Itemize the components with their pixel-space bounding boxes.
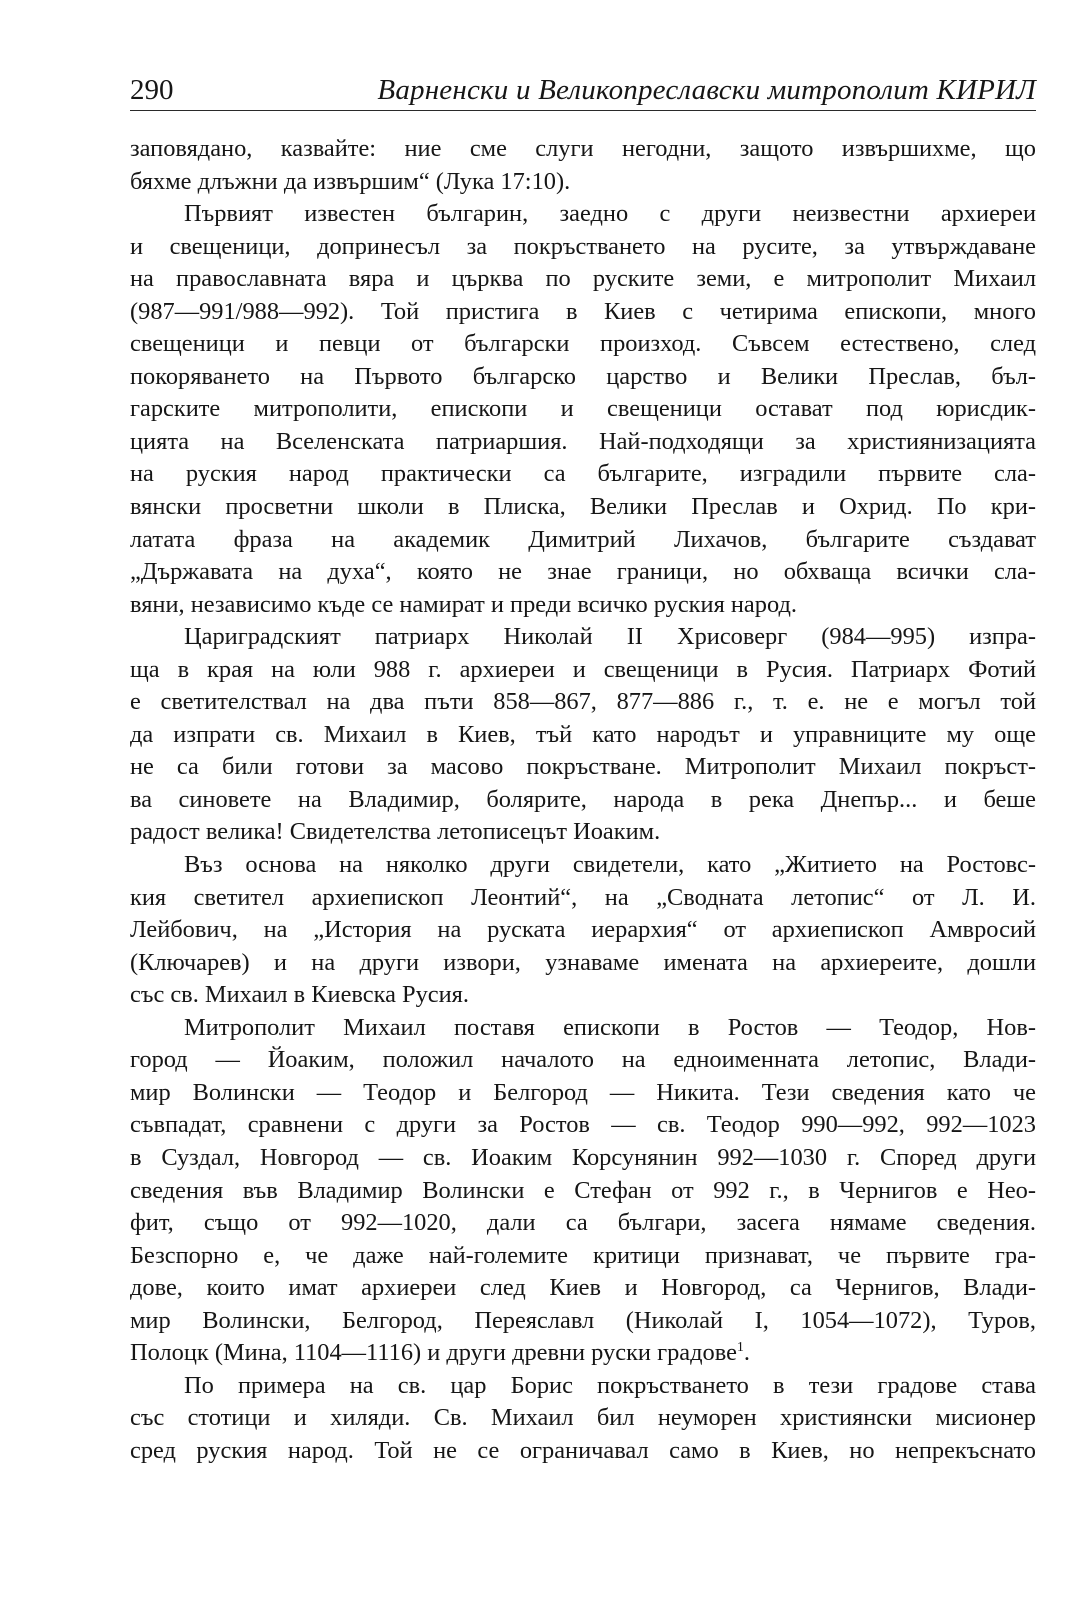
line-text: на руския народ практически са българите, изградили първите сла-	[130, 460, 1036, 488]
line-text: вяни, независимо къде се намират и преди всичко руския народ.	[130, 590, 797, 618]
text-line	[130, 849, 1036, 882]
text-line	[130, 296, 1036, 329]
text-line	[130, 914, 1036, 947]
text-line	[130, 589, 1036, 622]
line-text: сведения във Владимир Волински е Стефан от 992 г., в Чернигов е Нео-	[130, 1176, 1036, 1204]
line-text: дове, които имат архиереи след Киев и Новгород, са Чернигов, Влади-	[130, 1274, 1036, 1302]
line-text: със стотици и хиляди. Св. Михаил бил неуморен християнски мисионер	[130, 1404, 1036, 1432]
line-text: бяхме длъжни да извършим“ (Лука 17:10).	[130, 167, 571, 195]
text-line	[130, 556, 1036, 589]
line-text: покоряването на Първото българско царство и Велики Преслав, бъл-	[130, 362, 1036, 390]
text-line	[130, 393, 1036, 426]
text-line	[130, 816, 1036, 849]
line-text: Митрополит Михаил поставя епископи в Ростов — Теодор, Нов-	[184, 1013, 1036, 1041]
text-line	[130, 1012, 1036, 1045]
line-text: город — Йоаким, положил началото на едноименната летопис, Влади-	[130, 1046, 1036, 1074]
text-line	[130, 1142, 1036, 1175]
line-text: радост велика! Свидетелства летописецът Иоаким.	[130, 818, 661, 846]
line-text: „Държавата на духа“, която не знае граници, но обхваща всички сла-	[130, 558, 1036, 586]
line-text: Безспорно е, че даже най-големите критици признават, че първите гра-	[130, 1241, 1036, 1269]
text-line	[130, 491, 1036, 524]
line-text: не са били готови за масово покръстване. Митрополит Михаил покръст-	[130, 753, 1036, 781]
text-line	[130, 1370, 1036, 1403]
text-line	[130, 751, 1036, 784]
text-line	[130, 1402, 1036, 1435]
line-text: По примера на св. цар Борис покръстването в тези градове става	[184, 1371, 1036, 1399]
line-text: да изпрати св. Михаил в Киев, тъй като народът и управниците му още	[130, 720, 1036, 748]
line-text: гарските митрополити, епископи и свещеници остават под юрисдик-	[130, 395, 1036, 423]
line-text: цията на Вселенската патриаршия. Най-подходящи за християнизацията	[130, 427, 1036, 455]
line-text: в Суздал, Новгород — св. Иоаким Корсунянин 992—1030 г. Според други	[130, 1143, 1036, 1171]
line-text: латата фраза на академик Димитрий Лихачов, българите създават	[130, 525, 1036, 553]
text-line	[130, 1109, 1036, 1142]
line-text: заповядано, казвайте: ние сме слуги негодни, защото извършихме, що	[130, 135, 1036, 162]
text-line	[130, 328, 1036, 361]
line-text: фит, също от 992—1020, дали са българи, засега нямаме сведения.	[130, 1209, 1036, 1237]
line-text: е светителствал на два пъти 858—867, 877—886 г., т. е. не е могъл той	[130, 688, 1036, 716]
text-line	[130, 361, 1036, 394]
text-line	[130, 1207, 1036, 1240]
text-line	[130, 166, 1036, 199]
text-line	[130, 979, 1036, 1012]
line-text: и свещеници, допринесъл за покръстването на русите, за утвърждаване	[130, 232, 1036, 260]
text-line	[130, 719, 1036, 752]
text-line	[130, 231, 1036, 264]
line-text: Лейбович, на „История на руската иерархия“ от архиепископ Амвросий	[130, 916, 1036, 944]
text-line	[130, 263, 1036, 296]
body-text	[130, 133, 1036, 1467]
text-line	[130, 686, 1036, 719]
text-line	[130, 1305, 1036, 1338]
line-text: ва синовете на Владимир, болярите, народа в река Днепър... и беше	[130, 785, 1036, 813]
line-text: вянски просветни школи в Плиска, Велики Преслав и Охрид. По кри-	[130, 493, 1036, 521]
line-text: мир Волински — Теодор и Белгород — Никита. Тези сведения като че	[130, 1078, 1036, 1106]
text-line	[130, 1044, 1036, 1077]
line-text: кия светител архиепископ Леонтий“, на „Сводната летопис“ от Л. И.	[130, 883, 1036, 911]
line-text: (987—991/988—992). Той пристига в Киев с четирима епископи, много	[130, 297, 1036, 325]
line-text: сред руския народ. Той не се ограничавал само в Киев, но непрекъснато	[130, 1436, 1036, 1464]
line-text: съвпадат, сравнени с други за Ростов — св. Теодор 990—992, 992—1023	[130, 1111, 1036, 1139]
text-line	[130, 198, 1036, 231]
line-text: със св. Михаил в Киевска Русия.	[130, 981, 469, 1009]
text-line	[130, 1077, 1036, 1110]
footnote-marker: 1	[736, 1340, 744, 1356]
text-line	[130, 621, 1036, 654]
text-line	[130, 1240, 1036, 1273]
text-line	[130, 947, 1036, 980]
line-text: мир Волински, Белгород, Переяславл (Николай I, 1054—1072), Туров,	[130, 1306, 1036, 1334]
text-line	[130, 458, 1036, 491]
line-text: (Ключарев) и на други извори, узнаваме имената на архиереите, дошли	[130, 948, 1036, 976]
line-text: свещеници и певци от български произход. Съвсем естествено, след	[130, 330, 1036, 358]
running-head	[130, 72, 1036, 111]
text-line	[130, 784, 1036, 817]
text-line	[130, 882, 1036, 915]
text-line	[130, 1272, 1036, 1305]
text-line	[130, 133, 1036, 166]
line-text: Цариградският патриарх Николай II Хрисоверг (984—995) изпра-	[184, 623, 1036, 651]
page-number: 290	[130, 74, 174, 106]
text-line	[130, 1337, 1036, 1370]
line-trail: .	[743, 1339, 751, 1367]
line-text: Първият известен българин, заедно с други неизвестни архиереи	[184, 200, 1036, 228]
text-line	[130, 426, 1036, 459]
line-text: Въз основа на няколко други свидетели, като „Житието на Ростовс-	[184, 851, 1036, 879]
text-line	[130, 654, 1036, 687]
line-text: на православната вяра и църква по руските земи, е митрополит Михаил	[130, 265, 1036, 293]
line-text: Полоцк (Мина, 1104—1116) и други древни руски градове	[130, 1339, 737, 1367]
text-line	[130, 1175, 1036, 1208]
text-line	[130, 524, 1036, 557]
text-line	[130, 1435, 1036, 1468]
line-text: ща в края на юли 988 г. архиереи и свещеници в Русия. Патриарх Фотий	[130, 655, 1036, 683]
running-title: Варненски и Великопреславски митрополит КИРИЛ	[377, 74, 1036, 106]
